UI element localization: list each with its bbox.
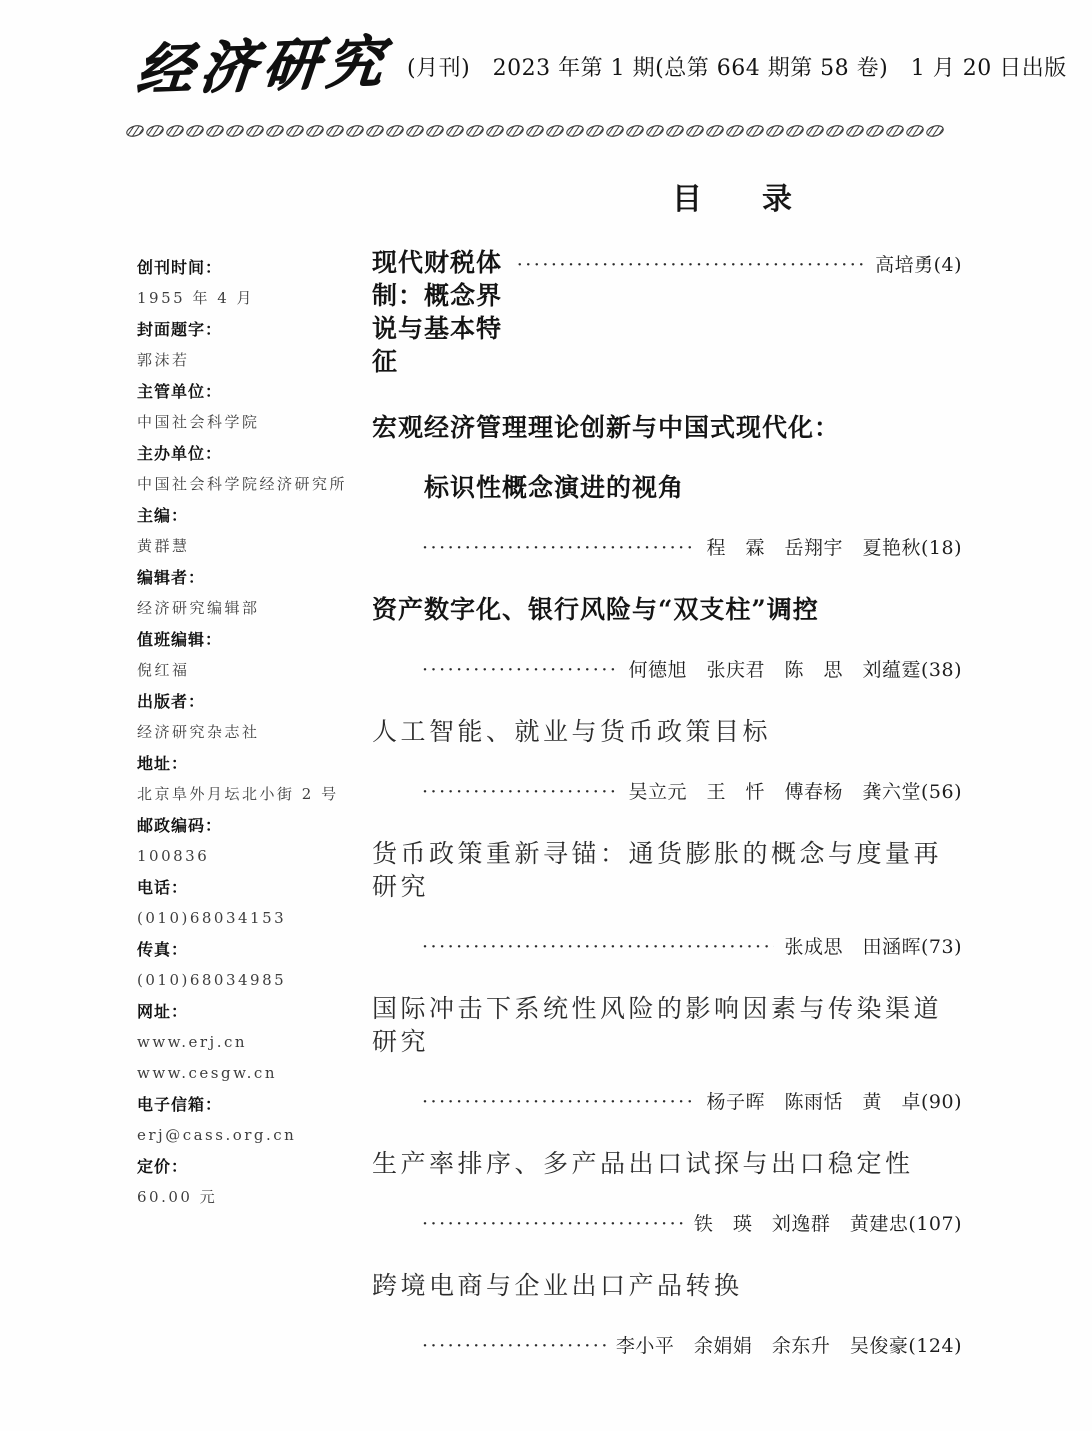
toc-entry <box>372 837 962 959</box>
toc-entry <box>372 593 962 682</box>
info-value: 1955 年 4 月 <box>137 289 255 307</box>
info-value: 中国社会科学院经济研究所 <box>137 475 348 493</box>
info-value: (010)68034153 <box>137 909 287 927</box>
journal-info-sidebar <box>137 244 372 1391</box>
article-title: 国际冲击下系统性风险的影响因素与传染渠道研究 <box>372 994 943 1056</box>
info-item-phone <box>137 872 372 934</box>
info-value: 北京阜外月坛北小街 2 号 <box>137 785 339 803</box>
info-item-website <box>137 996 372 1089</box>
info-item-price <box>137 1151 372 1213</box>
info-item-editor <box>137 562 372 624</box>
article-title: 货币政策重新寻锚：通货膨胀的概念与度量再研究 <box>372 839 943 901</box>
toc-entry <box>372 1147 962 1236</box>
info-item-postcode <box>137 810 372 872</box>
info-value: 黄群慧 <box>137 537 190 555</box>
info-label: 地址： <box>137 754 189 773</box>
article-authors: 张成思 田涵晖(73) <box>784 936 962 958</box>
article-title: 人工智能、就业与货币政策目标 <box>372 717 772 746</box>
toc-entry <box>372 992 962 1114</box>
info-item-sponsor <box>137 438 372 500</box>
dot-leader <box>517 254 865 276</box>
issue-info: (月刊) 2023 年第 1 期(总第 664 期第 58 卷) 1 月 20 日出版 <box>407 55 1067 81</box>
toc-entry <box>372 411 962 560</box>
info-item-duty-editor <box>137 624 372 686</box>
info-value: (010)68034985 <box>137 971 287 989</box>
article-authors: 杨子晖 陈雨恬 黄 卓(90) <box>706 1091 962 1113</box>
toc-list <box>372 244 962 1391</box>
info-value: 郭沫若 <box>137 351 190 369</box>
toc-entry <box>372 1269 962 1358</box>
article-title-line2: 标识性概念演进的视角 <box>424 473 685 502</box>
info-label: 定价： <box>137 1157 189 1176</box>
article-title: 生产率排序、多产品出口试探与出口稳定性 <box>372 1149 914 1178</box>
info-item-email <box>137 1089 372 1151</box>
article-authors: 吴立元 王 忏 傅春杨 龚六堂(56) <box>628 781 962 803</box>
info-value: erj@cass.org.cn <box>137 1126 297 1144</box>
article-title: 现代财税体制：概念界说与基本特征 <box>372 248 503 376</box>
dot-leader <box>422 1213 684 1235</box>
toc-entry <box>372 246 962 378</box>
info-label: 出版者： <box>137 692 206 711</box>
info-value: 100836 <box>137 847 210 865</box>
info-label: 主管单位： <box>137 382 223 401</box>
info-value: 倪红福 <box>137 661 190 679</box>
article-authors: 程 霖 岳翔宇 夏艳秋(18) <box>706 537 962 559</box>
dot-leader <box>422 1335 606 1357</box>
article-authors: 高培勇(4) <box>875 254 962 276</box>
info-label: 封面题字： <box>137 320 223 339</box>
info-label: 编辑者： <box>137 568 206 587</box>
info-label: 邮政编码： <box>137 816 223 835</box>
info-value: 经济研究杂志社 <box>137 723 260 741</box>
info-item-supervisor <box>137 376 372 438</box>
article-title: 跨境电商与企业出口产品转换 <box>372 1271 743 1300</box>
info-value: 中国社会科学院 <box>137 413 260 431</box>
info-item-cover-inscription <box>137 314 372 376</box>
toc-heading: 目 录 <box>672 182 792 217</box>
article-authors: 李小平 余娟娟 余东升 吴俊豪(124) <box>615 1335 962 1357</box>
info-item-fax <box>137 934 372 996</box>
info-label: 电话： <box>137 878 189 897</box>
decorative-divider <box>125 122 1092 140</box>
article-title: 资产数字化、银行风险与“双支柱”调控 <box>372 595 819 624</box>
info-item-chief-editor <box>137 500 372 562</box>
info-value-website-2: www.cesgw.cn <box>137 1064 277 1082</box>
dot-leader <box>422 659 618 681</box>
info-item-publisher <box>137 686 372 748</box>
info-value-website-1: www.erj.cn <box>137 1033 248 1051</box>
article-authors: 铁 瑛 刘逸群 黄建忠(107) <box>693 1213 962 1235</box>
info-label: 主编： <box>137 506 189 525</box>
dot-leader <box>422 1091 696 1113</box>
article-title: 宏观经济管理理论创新与中国式现代化： <box>372 413 841 442</box>
toc-entry <box>372 715 962 804</box>
info-item-founded <box>137 252 372 314</box>
info-label: 网址： <box>137 1002 189 1021</box>
info-label: 电子信箱： <box>137 1095 223 1114</box>
info-item-address <box>137 748 372 810</box>
content <box>137 244 1092 1391</box>
info-value: 经济研究编辑部 <box>137 599 260 617</box>
journal-logo: 经济研究 <box>133 28 393 104</box>
info-value: 60.00 元 <box>137 1188 218 1206</box>
info-label: 主办单位： <box>137 444 223 463</box>
masthead <box>133 24 1092 108</box>
article-authors: 何德旭 张庆君 陈 思 刘蕴霆(38) <box>628 659 962 681</box>
dot-leader <box>422 936 774 958</box>
info-label: 传真： <box>137 940 189 959</box>
dot-leader <box>422 781 618 803</box>
info-label: 值班编辑： <box>137 630 223 649</box>
info-label: 创刊时间： <box>137 258 223 277</box>
dot-leader <box>422 537 696 559</box>
